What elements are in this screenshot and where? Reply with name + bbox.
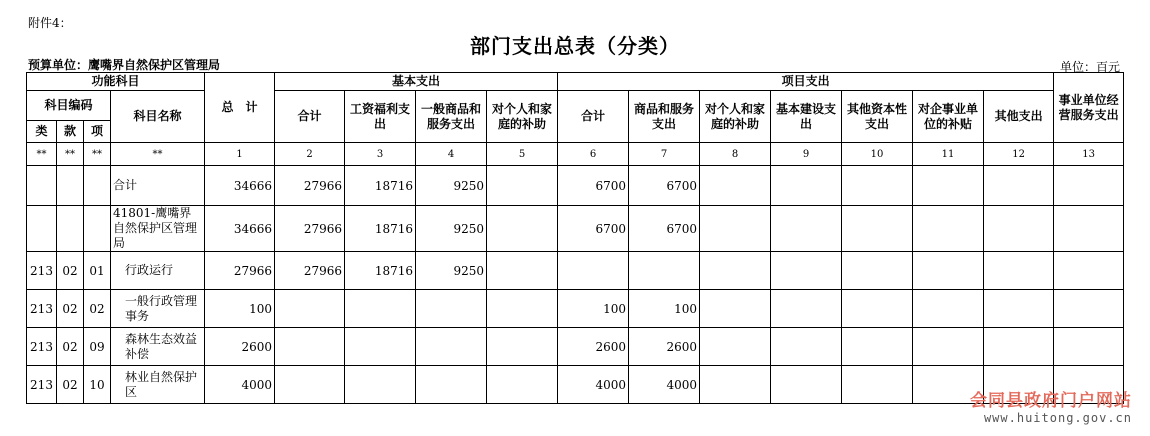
project-personal-cell bbox=[700, 252, 771, 290]
table-row bbox=[27, 328, 1124, 366]
basic-goods-cell: 9250 bbox=[416, 206, 487, 252]
table-row bbox=[27, 252, 1124, 290]
section-cell bbox=[57, 166, 84, 206]
index-cell: 10 bbox=[842, 143, 913, 166]
project-other-cell bbox=[984, 206, 1054, 252]
project-subsidy-cell bbox=[913, 252, 984, 290]
total-cell: 2600 bbox=[205, 328, 275, 366]
basic-wage-cell: 18716 bbox=[345, 166, 416, 206]
total-header: 总 计 bbox=[205, 73, 275, 143]
project-personal-cell bbox=[700, 206, 771, 252]
item-cell: 10 bbox=[84, 366, 111, 404]
index-cell: 13 bbox=[1054, 143, 1124, 166]
section-cell: 02 bbox=[57, 366, 84, 404]
project-subsidy-cell bbox=[913, 206, 984, 252]
project-capital-cell bbox=[842, 206, 913, 252]
project-construction-cell bbox=[771, 206, 842, 252]
basic-personal-cell bbox=[487, 290, 558, 328]
project-goods-cell: 100 bbox=[629, 290, 700, 328]
project-goods-cell: 4000 bbox=[629, 366, 700, 404]
basic-goods-cell: 9250 bbox=[416, 252, 487, 290]
basic-total-cell: 27966 bbox=[275, 252, 345, 290]
index-cell: ** bbox=[57, 143, 84, 166]
currency-unit: 单位：百元 bbox=[1059, 60, 1120, 74]
project-total-cell: 6700 bbox=[558, 206, 629, 252]
project-personal-cell bbox=[700, 366, 771, 404]
basic-wage-header: 工资福利支出 bbox=[345, 91, 416, 143]
functional-subject-header: 功能科目 bbox=[27, 73, 205, 91]
project-other-cell bbox=[984, 328, 1054, 366]
index-cell: 3 bbox=[345, 143, 416, 166]
basic-total-cell: 27966 bbox=[275, 206, 345, 252]
total-cell: 4000 bbox=[205, 366, 275, 404]
basic-total-cell bbox=[275, 328, 345, 366]
total-cell: 27966 bbox=[205, 252, 275, 290]
project-subsidy-header: 对企事业单位的补贴 bbox=[913, 91, 984, 143]
project-total-header: 合计 bbox=[558, 91, 629, 143]
item-cell: 01 bbox=[84, 252, 111, 290]
enterprise-service-cell bbox=[1054, 166, 1124, 206]
project-subsidy-cell bbox=[913, 166, 984, 206]
basic-total-header: 合计 bbox=[275, 91, 345, 143]
basic-personal-cell bbox=[487, 328, 558, 366]
basic-wage-cell bbox=[345, 328, 416, 366]
index-cell: 2 bbox=[275, 143, 345, 166]
basic-goods-cell bbox=[416, 290, 487, 328]
basic-total-cell bbox=[275, 290, 345, 328]
item-cell: 09 bbox=[84, 328, 111, 366]
table-row bbox=[27, 206, 1124, 252]
subject-name-cell: 林业自然保护区 bbox=[111, 366, 205, 404]
project-construction-cell bbox=[771, 328, 842, 366]
basic-wage-cell: 18716 bbox=[345, 206, 416, 252]
expenditure-table bbox=[26, 72, 1124, 404]
index-cell: 11 bbox=[913, 143, 984, 166]
index-cell: 1 bbox=[205, 143, 275, 166]
class-cell: 213 bbox=[27, 366, 57, 404]
basic-goods-cell: 9250 bbox=[416, 166, 487, 206]
subject-name-header: 科目名称 bbox=[111, 91, 205, 143]
subject-name-cell: 行政运行 bbox=[111, 252, 205, 290]
subject-name-cell: 41801-鹰嘴界自然保护区管理局 bbox=[111, 206, 205, 252]
item-cell bbox=[84, 206, 111, 252]
project-other-cell bbox=[984, 290, 1054, 328]
basic-personal-cell bbox=[487, 366, 558, 404]
section-cell: 02 bbox=[57, 290, 84, 328]
project-capital-cell bbox=[842, 252, 913, 290]
index-cell: 6 bbox=[558, 143, 629, 166]
data-rows bbox=[27, 166, 1124, 404]
index-cell: ** bbox=[84, 143, 111, 166]
basic-personal-cell bbox=[487, 166, 558, 206]
basic-personal-cell bbox=[487, 252, 558, 290]
subject-name-cell: 一般行政管理事务 bbox=[111, 290, 205, 328]
class-cell: 213 bbox=[27, 290, 57, 328]
total-cell: 100 bbox=[205, 290, 275, 328]
project-construction-cell bbox=[771, 166, 842, 206]
budget-unit: 预算单位：鹰嘴界自然保护区管理局 bbox=[28, 58, 221, 72]
project-total-cell: 100 bbox=[558, 290, 629, 328]
basic-goods-cell bbox=[416, 328, 487, 366]
attachment-label: 附件4： bbox=[28, 16, 72, 30]
table-row bbox=[27, 290, 1124, 328]
item-cell: 02 bbox=[84, 290, 111, 328]
basic-wage-cell bbox=[345, 290, 416, 328]
project-construction-cell bbox=[771, 290, 842, 328]
project-construction-cell bbox=[771, 366, 842, 404]
basic-goods-header: 一般商品和服务支出 bbox=[416, 91, 487, 143]
basic-total-cell bbox=[275, 366, 345, 404]
enterprise-service-cell bbox=[1054, 290, 1124, 328]
basic-expenditure-header: 基本支出 bbox=[275, 73, 558, 91]
project-personal-cell bbox=[700, 290, 771, 328]
index-cell: 8 bbox=[700, 143, 771, 166]
watermark-site-name: 会同县政府门户网站 bbox=[970, 391, 1132, 411]
page-title: 部门支出总表（分类） bbox=[470, 34, 680, 58]
project-goods-cell bbox=[629, 252, 700, 290]
class-header: 类 bbox=[27, 121, 57, 143]
basic-personal-cell bbox=[487, 206, 558, 252]
section-cell: 02 bbox=[57, 252, 84, 290]
class-cell bbox=[27, 166, 57, 206]
project-capital-cell bbox=[842, 290, 913, 328]
index-cell: ** bbox=[111, 143, 205, 166]
subject-code-header: 科目编码 bbox=[27, 91, 111, 121]
project-personal-cell bbox=[700, 166, 771, 206]
table-row bbox=[27, 166, 1124, 206]
item-cell bbox=[84, 166, 111, 206]
project-total-cell: 6700 bbox=[558, 166, 629, 206]
project-capital-header: 其他资本性支出 bbox=[842, 91, 913, 143]
total-cell: 34666 bbox=[205, 206, 275, 252]
project-personal-cell bbox=[700, 328, 771, 366]
project-other-cell bbox=[984, 166, 1054, 206]
project-total-cell: 4000 bbox=[558, 366, 629, 404]
project-goods-cell: 6700 bbox=[629, 166, 700, 206]
project-subsidy-cell bbox=[913, 328, 984, 366]
enterprise-service-cell bbox=[1054, 252, 1124, 290]
project-other-header: 其他支出 bbox=[984, 91, 1054, 143]
table-row bbox=[27, 366, 1124, 404]
section-cell: 02 bbox=[57, 328, 84, 366]
project-other-cell bbox=[984, 252, 1054, 290]
basic-wage-cell bbox=[345, 366, 416, 404]
project-expenditure-header: 项目支出 bbox=[558, 73, 1054, 91]
index-cell: 9 bbox=[771, 143, 842, 166]
index-cell: 5 bbox=[487, 143, 558, 166]
basic-wage-cell: 18716 bbox=[345, 252, 416, 290]
header-row-1 bbox=[27, 73, 1124, 91]
basic-total-cell: 27966 bbox=[275, 166, 345, 206]
index-cell: 4 bbox=[416, 143, 487, 166]
index-cell: 12 bbox=[984, 143, 1054, 166]
header-row-2 bbox=[27, 91, 1124, 121]
section-header: 款 bbox=[57, 121, 84, 143]
project-capital-cell bbox=[842, 166, 913, 206]
project-total-cell: 2600 bbox=[558, 328, 629, 366]
class-cell: 213 bbox=[27, 328, 57, 366]
index-cell: ** bbox=[27, 143, 57, 166]
watermark-url: www.huitong.gov.cn bbox=[983, 411, 1132, 425]
project-subsidy-cell bbox=[913, 290, 984, 328]
enterprise-service-cell bbox=[1054, 206, 1124, 252]
project-goods-cell: 6700 bbox=[629, 206, 700, 252]
project-capital-cell bbox=[842, 328, 913, 366]
project-capital-cell bbox=[842, 366, 913, 404]
project-total-cell bbox=[558, 252, 629, 290]
project-construction-header: 基本建设支出 bbox=[771, 91, 842, 143]
basic-goods-cell bbox=[416, 366, 487, 404]
project-goods-header: 商品和服务支出 bbox=[629, 91, 700, 143]
project-personal-header: 对个人和家庭的补助 bbox=[700, 91, 771, 143]
project-goods-cell: 2600 bbox=[629, 328, 700, 366]
total-cell: 34666 bbox=[205, 166, 275, 206]
section-cell bbox=[57, 206, 84, 252]
enterprise-service-cell bbox=[1054, 328, 1124, 366]
subject-name-cell: 合计 bbox=[111, 166, 205, 206]
project-construction-cell bbox=[771, 252, 842, 290]
item-header: 项 bbox=[84, 121, 111, 143]
class-cell bbox=[27, 206, 57, 252]
site-watermark bbox=[970, 386, 1132, 425]
subject-name-cell: 森林生态效益补偿 bbox=[111, 328, 205, 366]
class-cell: 213 bbox=[27, 252, 57, 290]
index-row bbox=[27, 143, 1124, 166]
enterprise-service-header: 事业单位经营服务支出 bbox=[1054, 73, 1124, 143]
index-cell: 7 bbox=[629, 143, 700, 166]
basic-personal-header: 对个人和家庭的补助 bbox=[487, 91, 558, 143]
